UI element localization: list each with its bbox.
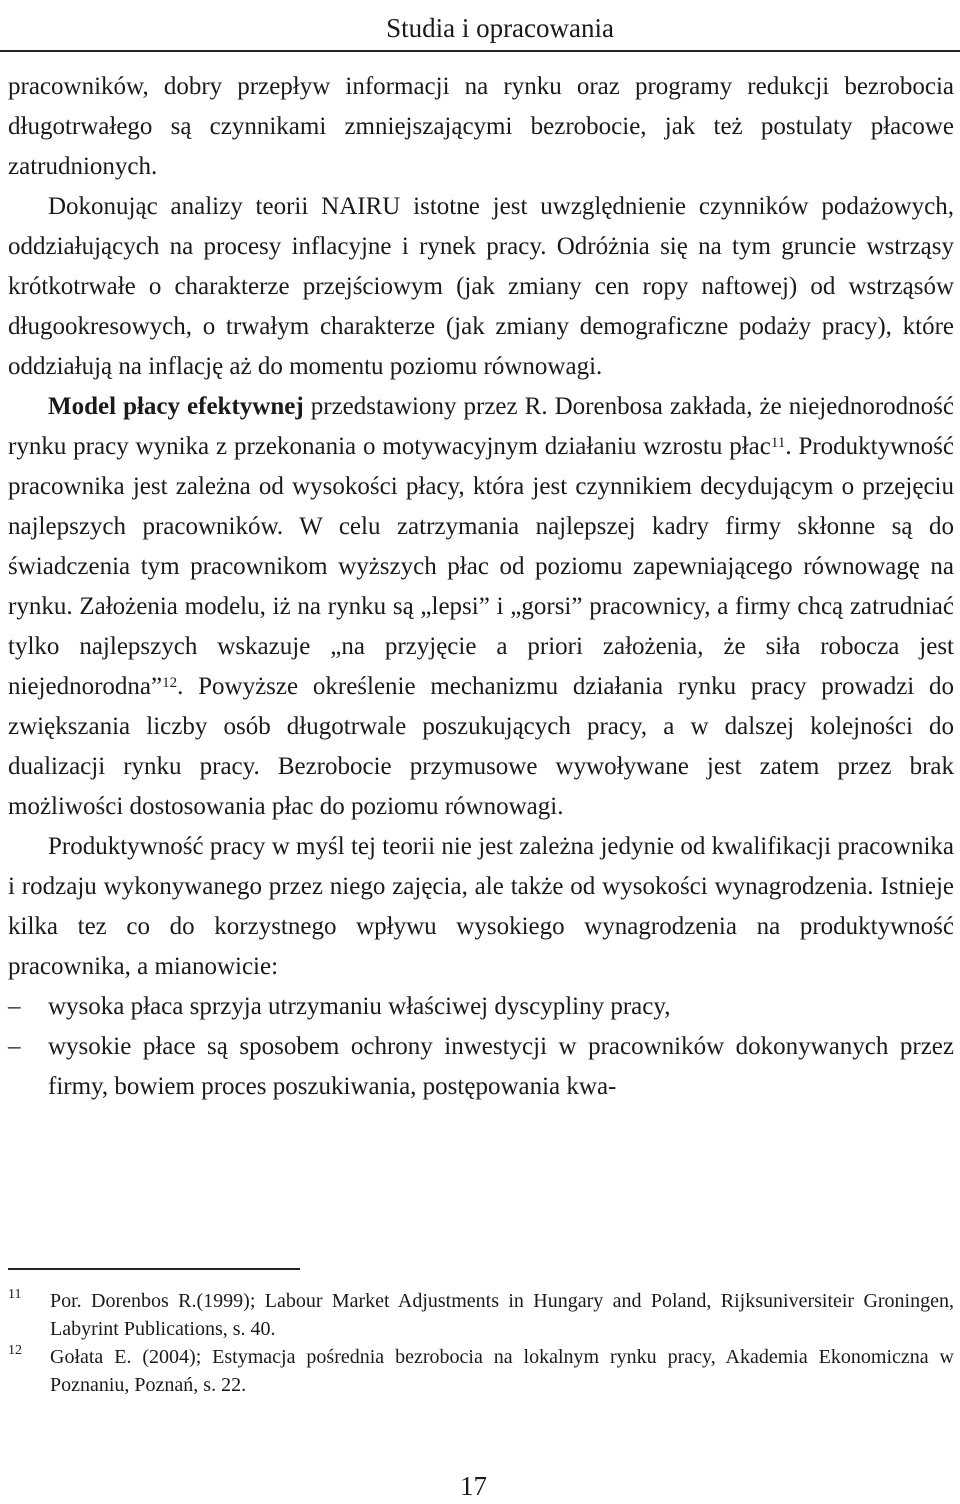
paragraph-3-part-a: przedstawiony przez R. Dorenbosa zakłada, że niejednorodność rynku pracy wynika z przekonania o motywacyjnym działaniu wzrostu płac bbox=[8, 393, 954, 460]
list-dash: – bbox=[8, 1033, 21, 1060]
footnote-ref-11[interactable]: 11 bbox=[770, 435, 786, 451]
theses-list bbox=[8, 987, 954, 1107]
page-number: 17 bbox=[460, 1471, 487, 1501]
footnote-11 bbox=[8, 1287, 954, 1343]
list-dash: – bbox=[8, 993, 21, 1020]
paragraph-1: pracowników, dobry przepływ informacji na rynku oraz programy redukcji bezrobocia długotrwałego są czynnikami zmniejszającymi bezrobocie, jak też postulaty płacowe zatrudnionych. bbox=[8, 73, 954, 180]
footnote-text: Por. Dorenbos R.(1999); Labour Market Adjustments in Hungary and Poland, Rijksuniversiteir Groningen, Labyrint Publications, s. 40. bbox=[50, 1290, 954, 1340]
paragraph-3-part-b: . Produktywność pracownika jest zależna od wysokości płacy, która jest czynnikiem decydującym o przejęciu najlepszych pracowników. W celu zatrzymania najlepszej kadry firmy skłonne są do świadczenia tym pracownikom wyższych płac od poziomu zapewniającego równowagę na rynku. Założenia modelu, iż na rynku są „lepsi” i „gorsi” pracownicy, a firmy chcą zatrudniać tylko najlepszych wskazuje „na przyjęcie a priori założenia, że siła robocza jest niejednorodna” bbox=[8, 433, 954, 700]
list-item bbox=[8, 1027, 954, 1107]
footnotes bbox=[8, 1287, 954, 1399]
footnote-12 bbox=[8, 1343, 954, 1399]
paragraph-3 bbox=[8, 387, 954, 827]
list-item bbox=[8, 987, 954, 1027]
term-efficiency-wage-model: Model płacy efektywnej bbox=[48, 393, 304, 420]
paragraph-2: Dokonując analizy teorii NAIRU istotne jest uwzględnienie czynników podażowych, oddziałujących na procesy inflacyjne i rynek pracy. Odróżnia się na tym gruncie wstrząsy krótkotrwałe o charakterze przejściowym (jak zmiany cen ropy naftowej) od wstrząsów długookresowych, o trwałym charakterze (jak zmiany demograficzne podaży pracy), które oddziałują na inflację aż do momentu poziomu równowagi. bbox=[8, 193, 954, 380]
paragraph-3-part-c: . Powyższe określenie mechanizmu działania rynku pracy prowadzi do zwiększania liczby osób długotrwale poszukujących pracy, a w dalszej kolejności do dualizacji rynku pracy. Bezrobocie przymusowe wywoływane jest zatem przez brak możliwości dostosowania płac do poziomu równowagi. bbox=[8, 673, 954, 820]
footnote-ref-12[interactable]: 12 bbox=[162, 675, 178, 691]
list-item-text: wysoka płaca sprzyja utrzymaniu właściwej dyscypliny pracy, bbox=[48, 993, 671, 1020]
footnote-text: Gołata E. (2004); Estymacja pośrednia bezrobocia na lokalnym rynku pracy, Akademia Ekonomiczna w Poznaniu, Poznań, s. 22. bbox=[50, 1346, 954, 1396]
footnote-separator bbox=[8, 1268, 300, 1270]
body-text bbox=[8, 67, 954, 1107]
footnote-number: 11 bbox=[8, 1287, 22, 1302]
paragraph-4: Produktywność pracy w myśl tej teorii nie jest zależna jedynie od kwalifikacji pracownika i rodzaju wykonywanego przez niego zajęcia, ale także od wysokości wynagrodzenia. Istnieje kilka tez co do korzystnego wpływu wysokiego wynagrodzenia na produktywność pracownika, a mianowicie: bbox=[8, 833, 954, 980]
header-rule bbox=[0, 50, 960, 52]
running-header-title: Studia i opracowania bbox=[386, 13, 614, 43]
running-header bbox=[0, 0, 960, 58]
footnote-number: 12 bbox=[8, 1343, 22, 1358]
list-item-text: wysokie płace są sposobem ochrony inwestycji w pracowników dokonywanych przez firmy, bowiem proces poszukiwania, postępowania kwa- bbox=[48, 1033, 954, 1100]
